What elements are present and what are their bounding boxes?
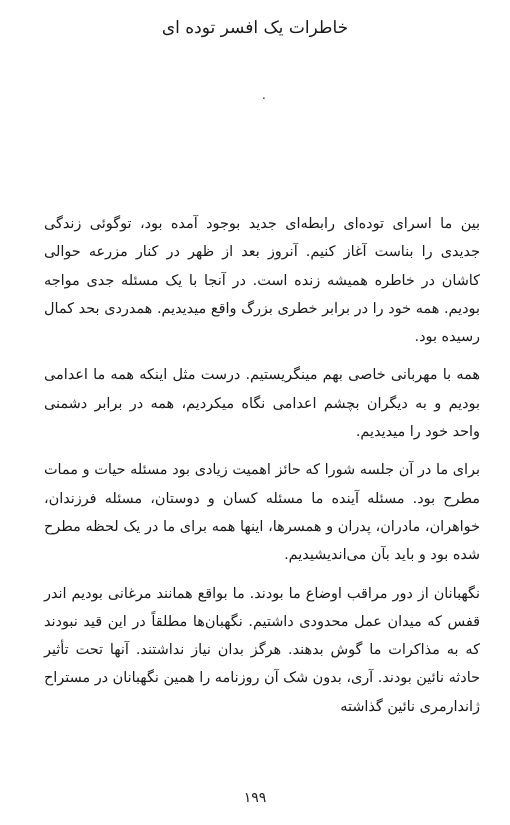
body-text [44,210,480,731]
paragraph-1: بین ما اسرای توده‌ای رابطه‌ای جدید بوجود آمده بود، توگوئی زندگی جدیدی را بناست آغاز کنیم. آنروز بعد از ظهر در کنار مزرعه حوالی کاشان در خاطره همیشه زنده است. در آنجا با یک مسئله جدی مواجه بودیم. همه خود را در برابر خطری بزرگ واقع میدیدیم. همدردی بحد کمال رسیده بود. [44,216,480,346]
paragraph-4: نگهبانان از دور مراقب اوضاع ما بودند. ما بواقع همانند مرغانی بودیم اندر قفس که میدان عمل محدودی داشتیم. نگهبان‌ها مطلقاً در این قید نبودند که به مذاکرات ما گوش بدهند. هرگز بدان نیاز نداشتند. آنها تحت تأثیر حادثه نائین بودند. آری، بدون شک آن روزنامه را همین نگهبانان در مستراح ژاندارمری نائین گذاشته [44,585,480,715]
section-mark: . [262,88,266,102]
page-header-title: خاطرات یک افسر توده ای [161,18,349,38]
paragraph-2: همه با مهربانی خاصی بهم مینگریستیم. درست مثل اینکه همه ما اعدامی بودیم و به دیگران بچشم اعدامی نگاه میکردیم، همه در برابر دشمنی واحد خود را میدیدیم. [44,367,480,441]
page-number: ۱۹۹ [243,790,267,806]
paragraph-3: برای ما در آن جلسه شورا که حائز اهمیت زیادی بود مسئله حیات و ممات مطرح بود. مسئله آینده ما مسئله کسان و دوستان، مسئله فرزندان، خواهران، مادران، پدران و همسرها، اینها همه برای ما در یک لحظه مطرح شده بود و باید بآن می‌اندیشیدیم. [44,462,480,564]
